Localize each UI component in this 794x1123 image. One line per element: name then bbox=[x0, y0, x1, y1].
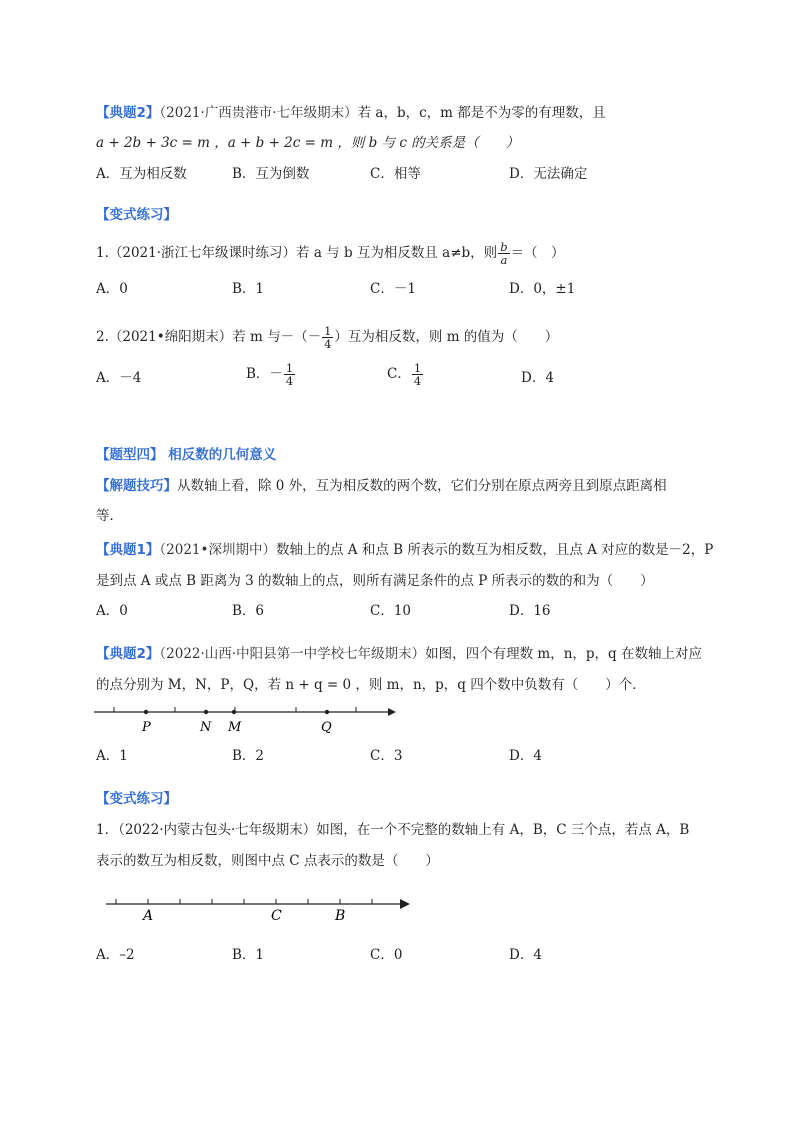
example-tag: 【典题1】 bbox=[96, 542, 160, 558]
source-note: （2021·广西贵港市·七年级期末） bbox=[159, 105, 358, 121]
option-c: C．－1 bbox=[370, 281, 416, 297]
example-2a-line-1 bbox=[96, 103, 606, 123]
example-2b-line-1 bbox=[96, 644, 702, 664]
tip-line-2: 等． bbox=[96, 508, 123, 524]
question-text: 数轴上的点 A 和点 B 所表示的数互为相反数，且点 A 对应的数是－2，P bbox=[275, 542, 714, 558]
option-c: C．相等 bbox=[370, 166, 421, 182]
point-m bbox=[232, 710, 236, 714]
label-c: C bbox=[271, 908, 282, 924]
practice-1-question bbox=[96, 241, 565, 266]
question-text: 如图，四个有理数 m，n，p，q 在数轴上对应 bbox=[425, 646, 702, 662]
option-a: A．0 bbox=[96, 603, 128, 619]
point-q bbox=[325, 710, 329, 714]
option-a: A．–2 bbox=[96, 947, 135, 963]
option-d: D．16 bbox=[509, 603, 551, 619]
option-a: A．－4 bbox=[96, 370, 142, 386]
question-text: 2.（2021•绵阳期末）若 m 与－（－ bbox=[96, 329, 322, 345]
fraction-denominator: 4 bbox=[413, 374, 422, 388]
practice-2-line-1: 1．（2022·内蒙古包头·七年级期末）如图，在一个不完整的数轴上有 A，B，C 三个点，若点 A，B bbox=[96, 822, 690, 838]
practice-2-question bbox=[96, 325, 558, 350]
option-c bbox=[387, 362, 424, 387]
example-1-line-1 bbox=[96, 540, 713, 560]
tip-line-1 bbox=[96, 476, 667, 496]
option-a: A．互为相反数 bbox=[96, 166, 187, 182]
point-n bbox=[204, 710, 208, 714]
number-line-abc bbox=[100, 892, 420, 932]
option-b: B．互为倒数 bbox=[232, 166, 310, 182]
label-n: N bbox=[200, 720, 212, 735]
practice-heading: 【变式练习】 bbox=[96, 207, 177, 223]
fraction-b-over-a bbox=[498, 241, 509, 266]
option-b: B．6 bbox=[232, 603, 265, 619]
axis-arrow-icon bbox=[400, 899, 410, 909]
option-b: B．2 bbox=[232, 748, 265, 764]
axis-arrow-icon bbox=[388, 708, 396, 716]
option-c: C．3 bbox=[370, 748, 403, 764]
fraction-numerator: 1 bbox=[324, 324, 332, 338]
source-note: （2022·山西·中阳县第一中学校七年级期末） bbox=[159, 646, 426, 662]
practice-2-line-2: 表示的数互为相反数，则图中点 C 点表示的数是（ ） bbox=[96, 853, 439, 869]
practice-heading: 【变式练习】 bbox=[96, 791, 177, 807]
option-b: B．1 bbox=[232, 947, 265, 963]
option-b bbox=[246, 362, 296, 387]
point-p bbox=[144, 710, 148, 714]
option-b-label: B．－ bbox=[246, 366, 283, 382]
fraction-one-quarter bbox=[412, 362, 423, 387]
option-d: D．4 bbox=[509, 748, 542, 764]
section-title: 【题型四】 相反数的几何意义 bbox=[96, 447, 277, 463]
option-a: A．1 bbox=[96, 748, 128, 764]
fraction-one-quarter bbox=[284, 362, 295, 387]
example-1-line-2: 是到点 A 或点 B 距离为 3 的数轴上的点，则所有满足条件的点 P 所表示的数的和为（ ） bbox=[96, 573, 654, 589]
option-a: A．0 bbox=[96, 281, 128, 297]
fraction-one-quarter bbox=[322, 325, 333, 350]
label-p: P bbox=[142, 720, 151, 735]
option-d: D．0，±1 bbox=[509, 281, 576, 297]
number-line-mnpq bbox=[90, 700, 400, 740]
option-d: D．4 bbox=[509, 947, 542, 963]
option-c: C．10 bbox=[370, 603, 412, 619]
question-text-end: ）互为相反数，则 m 的值为（ ） bbox=[334, 329, 559, 345]
fraction-numerator: 1 bbox=[285, 361, 294, 375]
example-tag: 【典题2】 bbox=[96, 105, 160, 121]
question-text-end: ＝（ ） bbox=[510, 245, 565, 261]
fraction-denominator: 4 bbox=[324, 337, 332, 351]
fraction-denominator: a bbox=[500, 253, 508, 267]
label-m: M bbox=[228, 720, 242, 735]
option-d: D．4 bbox=[521, 370, 554, 386]
label-b: B bbox=[335, 908, 346, 924]
option-d: D．无法确定 bbox=[509, 166, 588, 182]
example-tag: 【典题2】 bbox=[96, 646, 160, 662]
example-2a-line-2: a + 2b + 3c = m ，a + b + 2c = m ，则 b 与 c 的关系是（ ） bbox=[96, 135, 520, 151]
option-c: C．0 bbox=[370, 947, 403, 963]
example-2b-line-2: 的点分别为 M，N，P，Q，若 n + q = 0 ，则 m，n，p，q 四个数中负数有（ ）个． bbox=[96, 677, 646, 693]
option-b: B．1 bbox=[232, 281, 265, 297]
fraction-denominator: 4 bbox=[285, 374, 294, 388]
label-q: Q bbox=[321, 720, 332, 735]
fraction-numerator: 1 bbox=[413, 361, 422, 375]
source-note: （2021•深圳期中） bbox=[159, 542, 276, 558]
tip-tag: 【解题技巧】 bbox=[96, 478, 177, 494]
option-c-label: C． bbox=[387, 366, 411, 382]
question-text: 1.（2021·浙江七年级课时练习）若 a 与 b 互为相反数且 a≠b，则 bbox=[96, 245, 498, 261]
label-a: A bbox=[143, 908, 154, 924]
question-text: 若 a，b，c，m 都是不为零的有理数，且 bbox=[357, 105, 606, 121]
fraction-numerator: b bbox=[500, 240, 508, 254]
tip-text: 从数轴上看，除 0 外，互为相反数的两个数，它们分别在原点两旁且到原点距离相 bbox=[177, 478, 667, 494]
